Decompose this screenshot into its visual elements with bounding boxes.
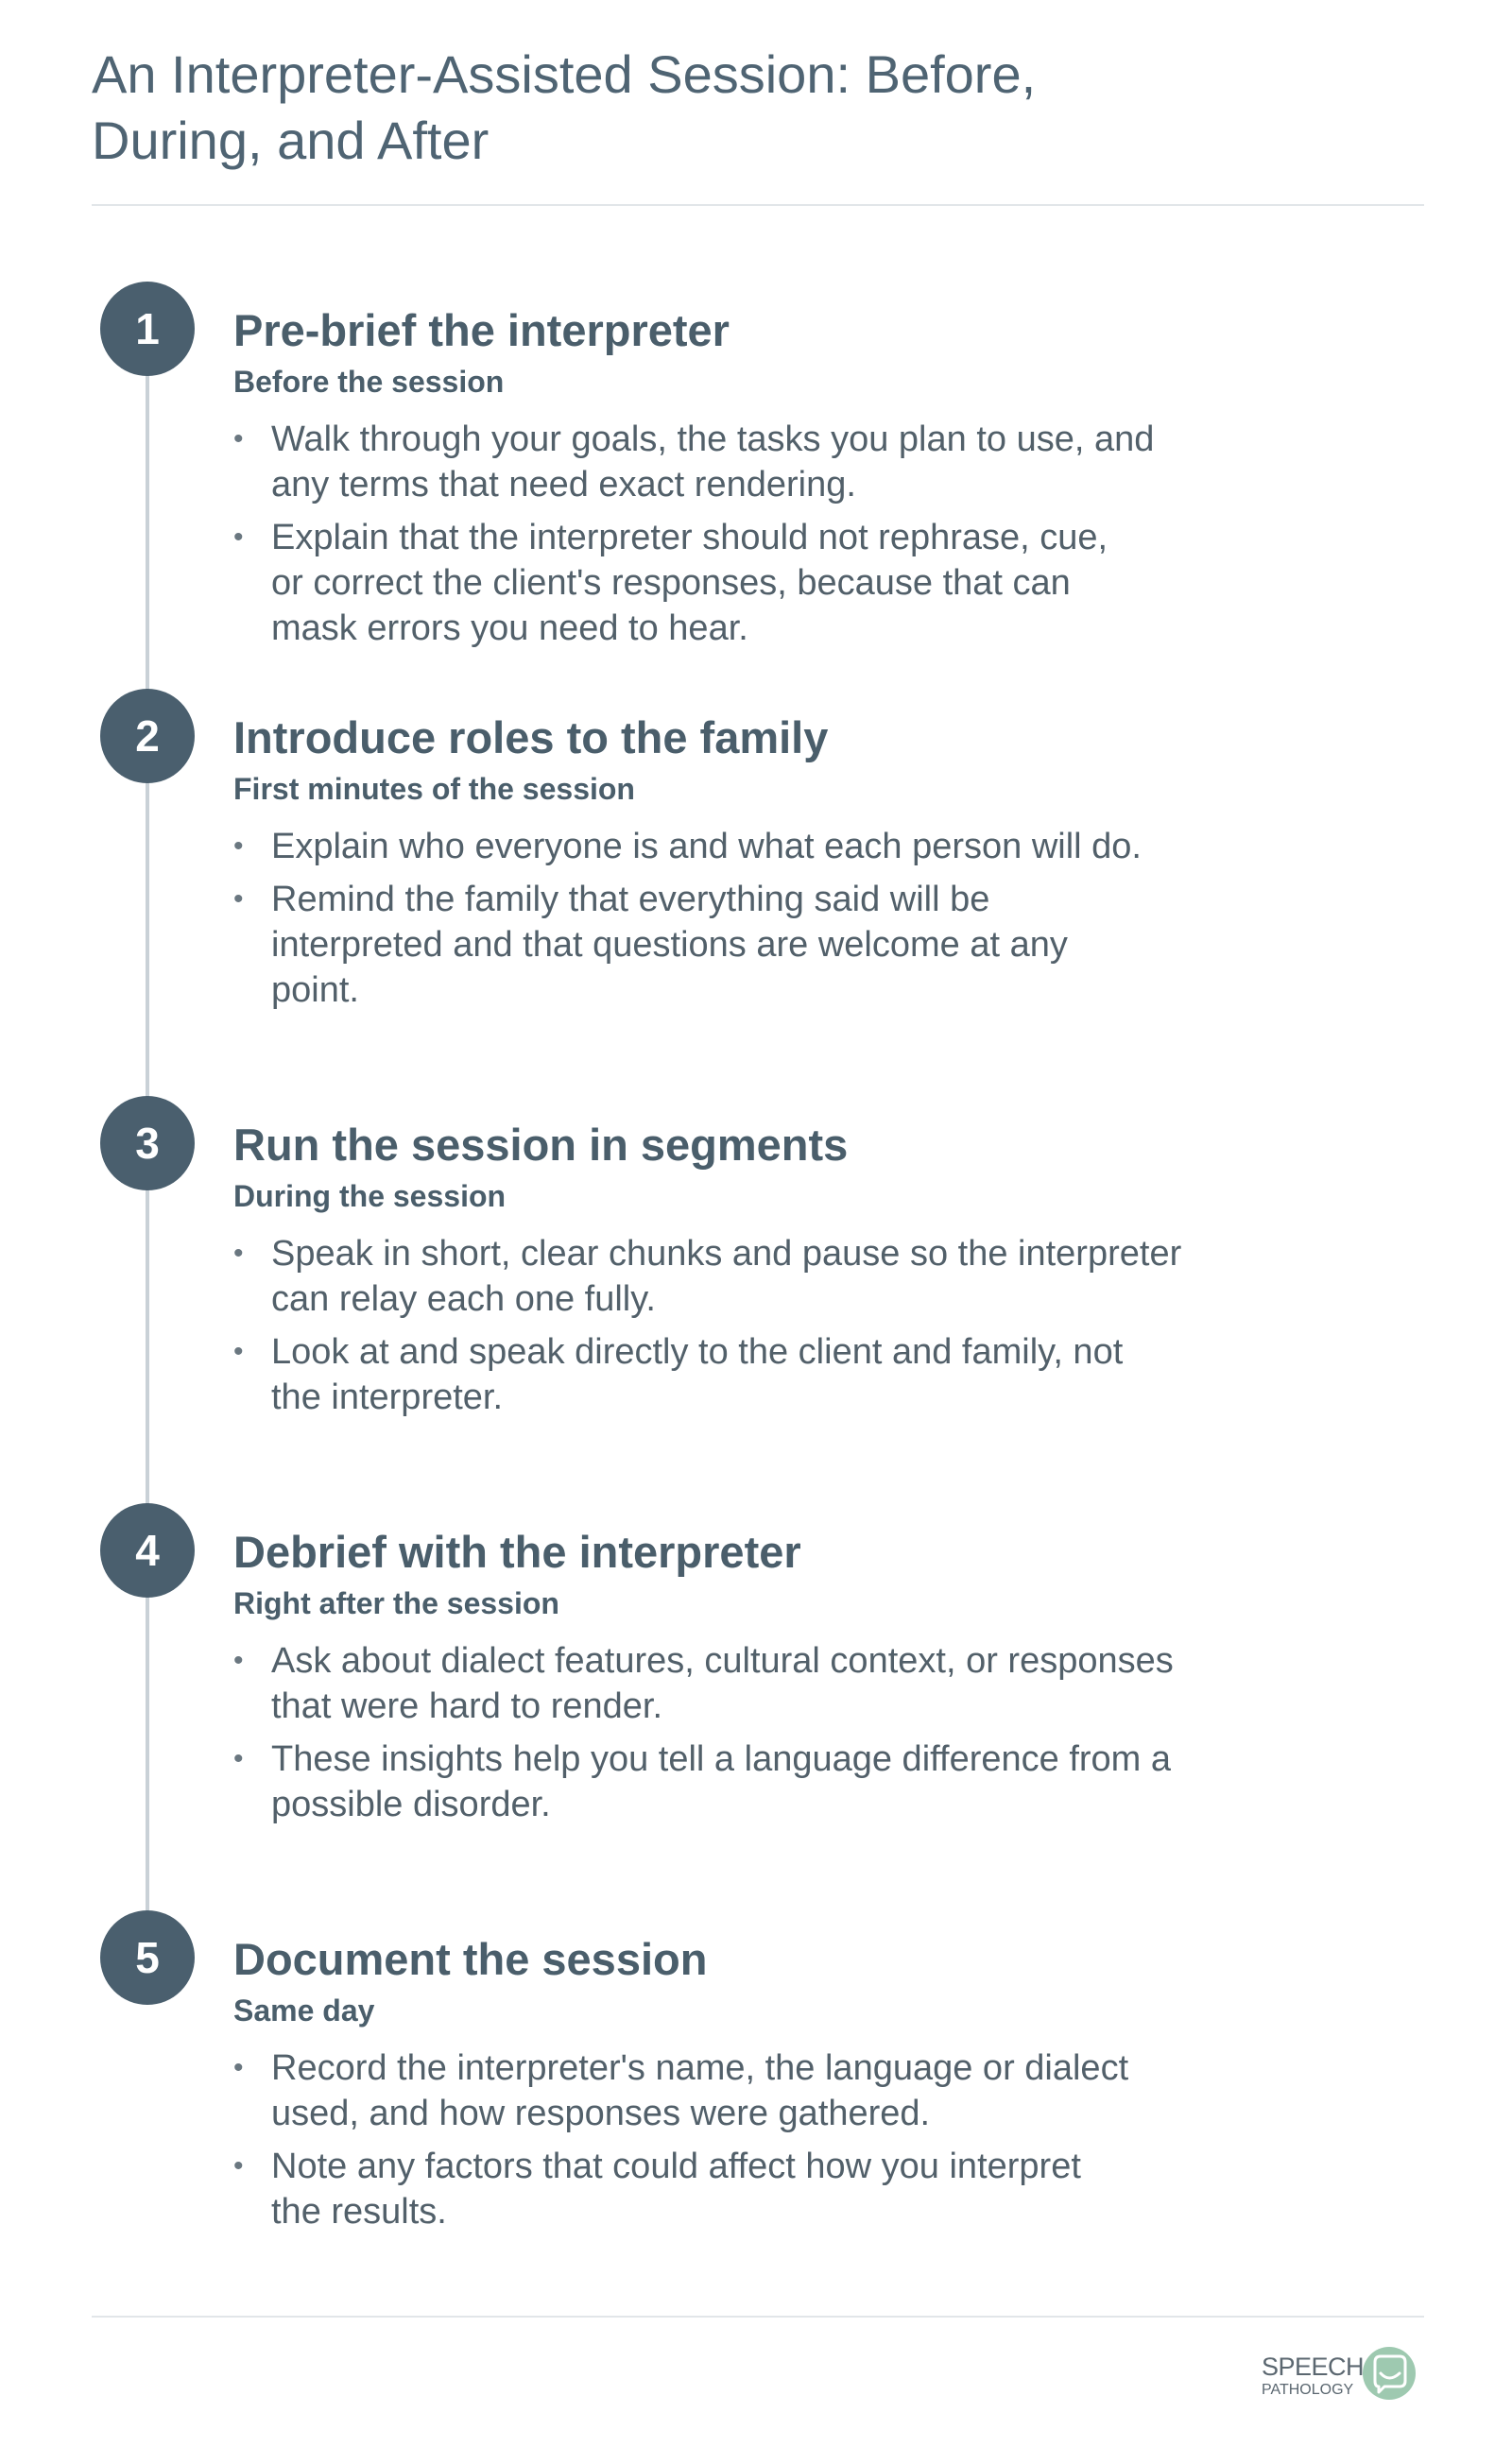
step-timing: During the session <box>233 1179 507 1213</box>
step-number-badge: 3 <box>100 1096 195 1190</box>
page-title: An Interpreter-Assisted Session: Before, During, and After <box>92 44 1037 170</box>
step-number-badge: 2 <box>100 689 195 783</box>
bullet-item: • Explain who everyone is and what each person will do. <box>233 824 1188 869</box>
step-title: Introduce roles to the family <box>233 712 829 762</box>
bullet-item: • These insights help you tell a language difference from a possible disorder. <box>233 1737 1188 1827</box>
step-number-badge: 1 <box>100 282 195 376</box>
step-bullet-list <box>233 824 1178 1020</box>
step-number-badge: 4 <box>100 1503 195 1598</box>
step-timing: Before the session <box>233 365 505 399</box>
step-bullet-list <box>233 1638 1178 1835</box>
bullet-item: • Walk through your goals, the tasks you plan to use, and any terms that need exact rendering. <box>233 417 1188 507</box>
step-bullet-list <box>233 2045 1178 2242</box>
bullet-item: • Speak in short, clear chunks and pause so the interpreter can relay each one fully. <box>233 1231 1188 1322</box>
step-timing: Same day <box>233 1993 375 2028</box>
step-number-badge: 5 <box>100 1910 195 2005</box>
step-title: Document the session <box>233 1934 708 1984</box>
speech-bubble-icon <box>1360 2345 1418 2404</box>
header-divider <box>92 204 1424 206</box>
footer-divider <box>92 2316 1424 2318</box>
step-bullet-list <box>233 417 1178 659</box>
bullet-item: • Remind the family that everything said will be interpreted and that questions are welcome at any point. <box>233 877 1141 1013</box>
brand-logo <box>1262 2345 1420 2409</box>
logo-subtext: PATHOLOGY <box>1262 2382 1354 2398</box>
bullet-item: • Look at and speak directly to the client and family, not the interpreter. <box>233 1329 1141 1420</box>
step-title: Debrief with the interpreter <box>233 1527 801 1577</box>
step-timing: Right after the session <box>233 1586 559 1620</box>
bullet-item: • Record the interpreter's name, the language or dialect used, and how responses were gathered. <box>233 2045 1188 2136</box>
logo-wordmark: SPEECH <box>1262 2353 1365 2381</box>
bullet-item: • Explain that the interpreter should not rephrase, cue, or correct the client's responses, because that can mask errors you need to hear. <box>233 515 1141 651</box>
step-title: Pre-brief the interpreter <box>233 305 730 355</box>
step-bullet-list <box>233 1231 1182 1428</box>
step-timing: First minutes of the session <box>233 772 635 806</box>
bullet-item: • Note any factors that could affect how you interpret the results. <box>233 2144 1141 2234</box>
bullet-item: • Ask about dialect features, cultural context, or responses that were hard to render. <box>233 1638 1188 1729</box>
step-title: Run the session in segments <box>233 1120 849 1170</box>
